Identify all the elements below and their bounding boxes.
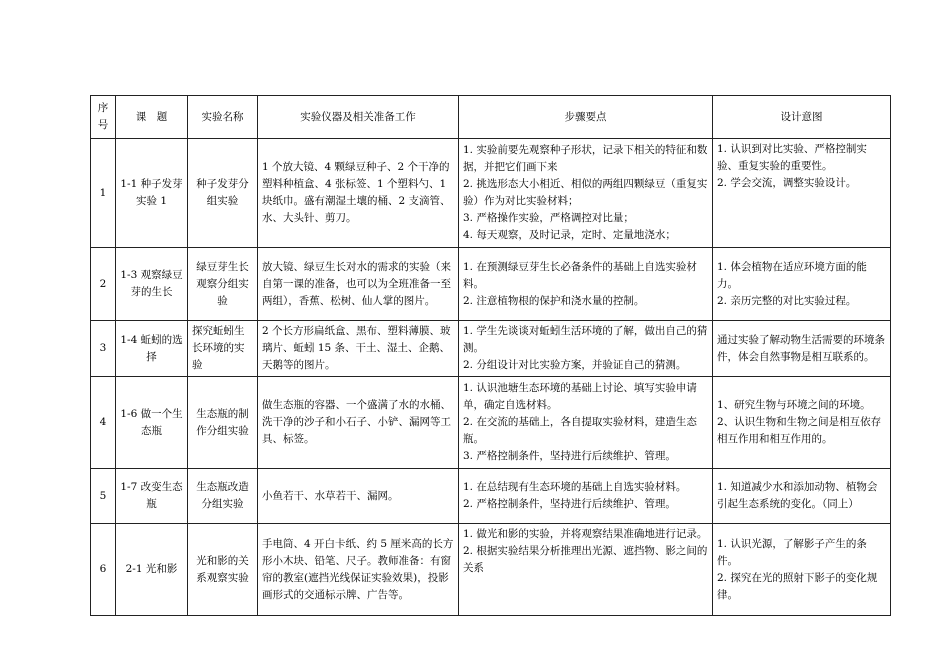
row-experiment-name: 生态瓶改造分组实验 [188,469,258,524]
document-page [90,95,891,616]
row-equipment: 手电筒、4 开白卡纸、约 5 厘米高的长方形小木块、铅笔、尺子。教师准备：有窗帘的教室(遮挡光线保证实验效果)，投影画形式的交通标示牌、广告等。 [258,524,459,616]
row-num: 6 [91,524,116,616]
intent-item: 1. 认识光源，了解影子产生的条件。 [717,537,867,567]
row-experiment-name: 生态瓶的制作分组实验 [188,377,258,469]
step-item: 2. 注意植物根的保护和浇水量的控制。 [463,294,645,307]
table-row [91,469,891,524]
step-item: 1. 在总结现有生态环境的基础上自选实验材料。 [463,481,687,493]
row-topic: 1-1 种子发芽实验 1 [116,139,188,248]
step-item: 1. 实验前要先观察种子形状，记录下相关的特征和数据，并把它们画下来 [463,144,708,173]
row-experiment-name: 光和影的关系观察实验 [188,524,258,616]
row-equipment: 2 个长方形扁纸盒、黑布、塑料薄膜、玻璃片、蚯蚓 15 条、干土、湿土、企鹅、天鹅等的图片。 [258,321,459,377]
row-topic: 1-3 观察绿豆芽的生长 [116,248,188,321]
intent-item: 1. 知道减少水和添加动物、植物会引起生态系统的变化。（同上） [717,481,878,510]
step-item: 1. 做光和影的实验，并将观察结果准确地进行记录。 [463,528,708,540]
row-experiment-name: 种子发芽分组实验 [188,139,258,248]
header-equipment: 实验仪器及相关准备工作 [258,96,459,139]
table-row [91,139,891,248]
row-steps [459,139,713,248]
step-item: 1. 学生先谈谈对蚯蚓生活环境的了解，做出自己的猜测。 [463,325,708,354]
row-experiment-name: 绿豆芽生长观察分组实验 [188,248,258,321]
header-intent: 设计意图 [713,96,891,139]
intent-item: 2. 探究在光的照射下影子的变化规律。 [717,571,878,601]
intent-item: 2. 学会交流，调整实验设计。 [717,177,857,189]
intent-item: 1. 认识到对比实验、严格控制实验、重复实验的重要性。 [717,143,867,172]
step-item: 2. 在交流的基础上，各自提取实验材料，建造生态瓶。 [463,416,697,445]
row-num: 5 [91,469,116,524]
row-equipment: 小鱼若干、水草若干、漏网。 [258,469,459,524]
row-topic: 1-6 做一个生态瓶 [116,377,188,469]
step-item: 1. 在预测绿豆芽生长必备条件的基础上自选实验材料。 [463,260,697,290]
step-item: 2. 挑选形态大小相近、相似的两组四颗绿豆（重复实验）作为对比实验材料； [463,178,708,207]
step-item: 2. 分组设计对比实验方案，并验证自己的猜测。 [463,359,687,371]
row-equipment: 放大镜、绿豆生长对水的需求的实验（来自第一课的准备，也可以为全班准备一至两组），香蕉、松树、仙人掌的图片。 [258,248,459,321]
row-intent [713,469,891,524]
intent-item: 1、研究生物与环境之间的环境。 [717,399,871,411]
experiment-table [90,95,891,616]
step-item: 1. 认识池塘生态环境的基础上讨论、填写实验申请单，确定自选材料。 [463,382,697,411]
row-equipment: 1 个放大镜、4 颗绿豆种子、2 个干净的塑料种植盒、4 张标签、1 个塑料勺、1 块纸巾。盛有潮湿土壤的桶、2 支滴管、水、大头针、剪刀。 [258,139,459,248]
row-num: 1 [91,139,116,248]
step-item: 4. 每天观察，及时记录，定时、定量地浇水； [463,229,676,241]
row-equipment: 做生态瓶的容器、一个盛满了水的水桶、洗干净的沙子和小石子、小铲、漏网等工具、标签。 [258,377,459,469]
header-topic: 课 题 [116,96,188,139]
header-num: 序号 [91,96,116,139]
table-row [91,377,891,469]
table-row [91,321,891,377]
row-topic: 1-4 蚯蚓的选择 [116,321,188,377]
row-intent [713,321,891,377]
row-steps [459,524,713,616]
row-steps [459,469,713,524]
row-steps [459,377,713,469]
header-steps: 步骤要点 [459,96,713,139]
row-intent [713,524,891,616]
step-item: 3. 严格控制条件，坚持进行后续维护、管理。 [463,450,676,462]
step-item: 2. 严格控制条件，坚持进行后续维护、管理。 [463,498,676,510]
header-name: 实验名称 [188,96,258,139]
row-num: 2 [91,248,116,321]
intent-item: 通过实验了解动物生活需要的环境条件，体会自然事物是相互联系的。 [717,333,885,363]
table-row [91,524,891,616]
step-item: 2. 根据实验结果分析推理出光源、遮挡物、影之间的关系 [463,545,708,574]
table-row [91,248,891,321]
intent-item: 1. 体会植物在适应环境方面的能力。 [717,260,867,290]
header-row [91,96,891,139]
row-experiment-name: 探究蚯蚓生长环境的实验 [188,321,258,377]
row-num: 3 [91,321,116,377]
row-intent [713,139,891,248]
intent-item: 2、认识生物和生物之间是相互依存相互作用和相互作用的。 [717,416,882,445]
step-item: 3. 严格操作实验，严格调控对比量； [463,212,634,224]
row-topic: 1-7 改变生态瓶 [116,469,188,524]
row-topic: 2-1 光和影 [116,524,188,616]
row-intent [713,377,891,469]
row-steps [459,321,713,377]
row-steps [459,248,713,321]
intent-item: 2. 亲历完整的对比实验过程。 [717,294,857,307]
row-num: 4 [91,377,116,469]
row-intent [713,248,891,321]
